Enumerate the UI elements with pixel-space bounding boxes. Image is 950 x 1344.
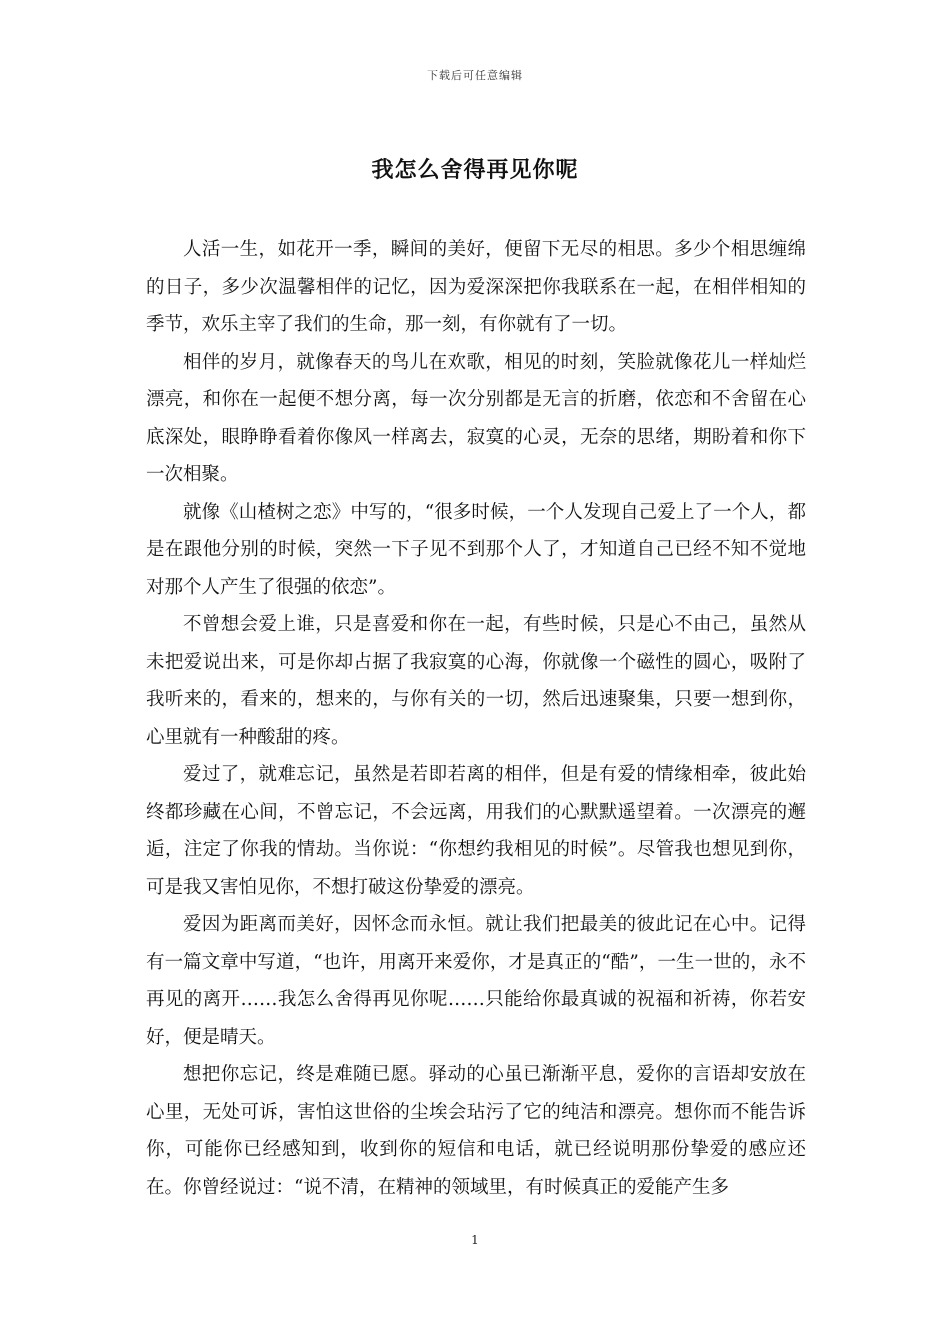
document-body — [146, 231, 806, 1206]
page-number: 1 — [471, 1233, 479, 1247]
paragraph: 爱过了，就难忘记，虽然是若即若离的相伴，但是有爱的情缘相牵，彼此始终都珍藏在心间，不曾忘记，不会远离，用我们的心默默遥望着。一次漂亮的邂逅，注定了你我的情劫。当你说：“你想约我相见的时候”。尽管我也想见到你，可是我又害怕见你，不想打破这份挚爱的漂亮。 — [146, 764, 806, 898]
paragraph: 就像《山楂树之恋》中写的，“很多时候，一个人发现自己爱上了一个人，都是在跟他分别的时候，突然一下子见不到那个人了，才知道自己已经不知不觉地对那个人产生了很强的依恋”。 — [146, 501, 806, 598]
page-header: 下载后可任意编辑 — [427, 69, 523, 82]
paragraph: 不曾想会爱上谁，只是喜爱和你在一起，有些时候，只是心不由己，虽然从未把爱说出来，可是你却占据了我寂寞的心海，你就像一个磁性的圆心，吸附了我听来的，看来的，想来的，与你有关的一切，然后迅速聚集，只要一想到你，心里就有一种酸甜的疼。 — [146, 614, 806, 748]
paragraph: 想把你忘记，终是难随已愿。驿动的心虽已渐渐平息，爱你的言语却安放在心里，无处可诉，害怕这世俗的尘埃会玷污了它的纯洁和漂亮。想你而不能告诉你，可能你已经感知到，收到你的短信和电话，就已经说明那份挚爱的感应还在。你曾经说过：“说不清，在精神的领域里，有时候真正的爱能产生多 — [146, 1064, 806, 1198]
document-title: 我怎么舍得再见你呢 — [371, 157, 579, 183]
paragraph: 相伴的岁月，就像春天的鸟儿在欢歌，相见的时刻，笑脸就像花儿一样灿烂漂亮，和你在一起便不想分离，每一次分别都是无言的折磨，依恋和不舍留在心底深处，眼睁睁看着你像风一样离去，寂寞的心灵，无奈的思绪，期盼着和你下一次相聚。 — [146, 351, 806, 485]
paragraph: 爱因为距离而美好，因怀念而永恒。就让我们把最美的彼此记在心中。记得有一篇文章中写道，“也许，用离开来爱你，才是真正的“酷”，一生一世的，永不再见的离开……我怎么舍得再见你呢……只能给你最真诚的祝福和祈祷，你若安好，便是晴天。 — [146, 914, 806, 1048]
paragraph: 人活一生，如花开一季，瞬间的美好，便留下无尽的相思。多少个相思缠绵的日子，多少次温馨相伴的记忆，因为爱深深把你我联系在一起，在相伴相知的季节，欢乐主宰了我们的生命，那一刻，有你就有了一切。 — [146, 239, 806, 335]
